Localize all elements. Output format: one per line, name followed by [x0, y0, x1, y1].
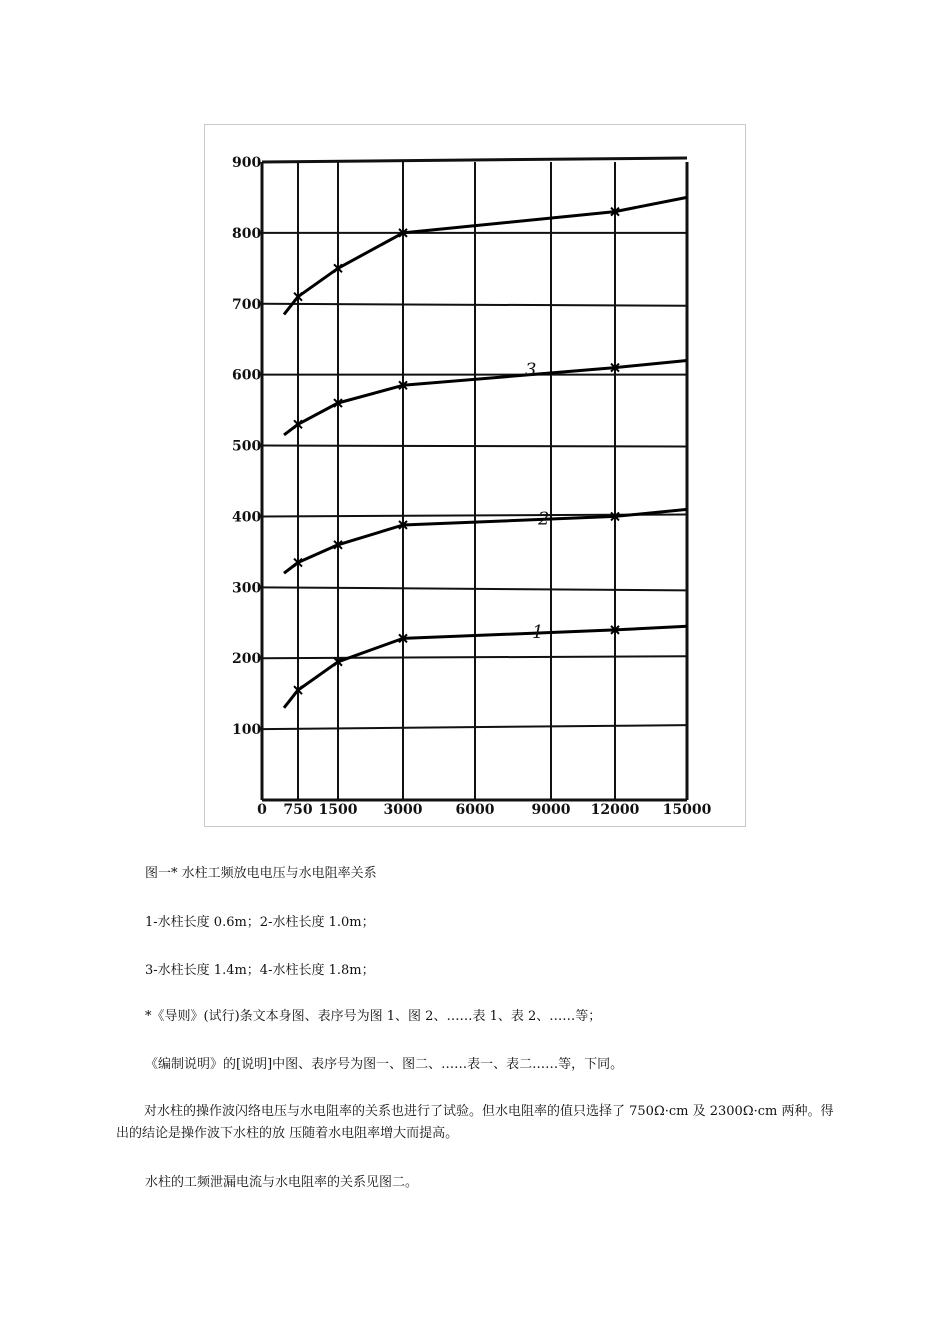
grid-line-horizontal: [262, 304, 687, 306]
series-line: [284, 626, 687, 708]
body-paragraph-1: 对水柱的操作波闪络电压与水电阻率的关系也进行了试验。但水电阻率的值只选择了 750Ω·cm 及 2300Ω·cm 两种。得出的结论是操作波下水柱的放 压随着水电阻率增大而提高。: [116, 1104, 834, 1141]
curve-label: 3: [525, 359, 537, 381]
curve-label: 1: [532, 621, 544, 643]
note-2: 《编制说明》的[说明]中图、表序号为图一、图二、……表一、表二……等，下同。: [145, 1057, 624, 1072]
note-1: *《导则》(试行)条文本身图、表序号为图 1、图 2、……表 1、表 2、……等；: [145, 1009, 602, 1024]
y-tick-label: 200: [232, 651, 262, 668]
x-tick-label: 6000: [455, 802, 495, 818]
legend-line-1: 1-水柱长度 0.6m；2-水柱长度 1.0m；: [145, 915, 375, 930]
grid-line-horizontal: [262, 656, 687, 658]
series-line: [284, 361, 687, 435]
y-tick-label: 100: [232, 722, 262, 739]
y-tick-label: 600: [232, 367, 262, 384]
grid-line-horizontal: [262, 446, 687, 447]
body-paragraph-2: 水柱的工频泄漏电流与水电阻率的关系见图二。: [145, 1175, 419, 1190]
x-tick-label: 0: [257, 802, 267, 818]
grid-line-horizontal: [262, 158, 687, 162]
x-tick-label: 12000: [590, 802, 640, 818]
y-tick-label: 300: [232, 580, 262, 597]
x-tick-label: 9000: [531, 802, 571, 818]
figure-caption: 图一* 水柱工频放电电压与水电阻率关系: [145, 866, 377, 881]
x-tick-label: 750: [283, 802, 313, 818]
x-tick-label: 3000: [383, 802, 423, 818]
legend-line-2: 3-水柱长度 1.4m；4-水柱长度 1.8m；: [145, 963, 375, 978]
y-tick-label: 900: [232, 155, 262, 171]
chart-svg: [205, 125, 747, 828]
x-tick-label: 1500: [318, 802, 358, 818]
y-tick-label: 700: [232, 296, 262, 313]
curve-label: 2: [538, 508, 550, 530]
figure-1: [204, 124, 746, 827]
x-tick-label: 15000: [662, 802, 712, 818]
y-tick-label: 500: [232, 438, 262, 455]
y-tick-label: 400: [232, 509, 262, 526]
series-line: [284, 509, 687, 573]
series-line: [284, 197, 687, 314]
y-tick-label: 800: [232, 225, 262, 242]
